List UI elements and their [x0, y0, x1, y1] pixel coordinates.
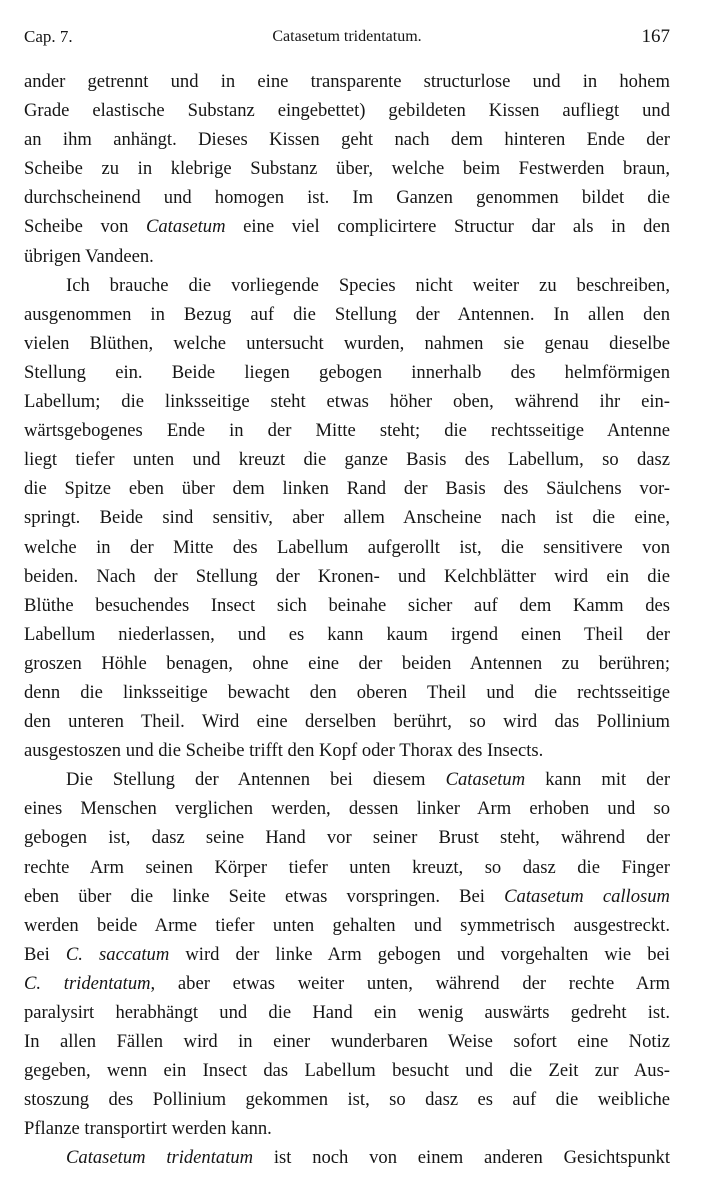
- text-line: [24, 387, 670, 416]
- page-number: 167: [641, 26, 670, 47]
- text-run: Pflanze transportirt werden kann.: [24, 1118, 272, 1140]
- text-line: [24, 533, 670, 562]
- text-line: [24, 183, 670, 212]
- text-line: [24, 882, 670, 911]
- text-line: [24, 67, 670, 96]
- text-line: [24, 823, 670, 852]
- text-run: gebogen ist, dasz seine Hand vor seiner Brust steht, während der: [24, 827, 670, 849]
- text-run: stoszung des Pollinium gekommen ist, so dasz es auf die weibliche: [24, 1089, 670, 1111]
- text-run: an ihm anhängt. Dieses Kissen geht nach dem hinteren Ende der: [24, 129, 670, 151]
- text-line: [24, 794, 670, 823]
- text-run: durchscheinend und homogen ist. Im Ganzen genommen bildet die: [24, 187, 670, 209]
- body-text: [24, 67, 670, 1173]
- text-run: Grade elastische Substanz eingebettet) gebildeten Kissen aufliegt und: [24, 100, 670, 122]
- text-line: [24, 1143, 670, 1172]
- italic-text: Catasetum tridentatum: [66, 1147, 254, 1169]
- text-run: In allen Fällen wird in einer wunderbaren Weise sofort eine Notiz: [24, 1031, 670, 1053]
- chapter-label: Cap. 7.: [24, 27, 73, 46]
- italic-text: Catasetum: [445, 769, 526, 791]
- text-run: Scheibe zu in klebrige Substanz über, welche beim Festwerden braun,: [24, 158, 670, 180]
- text-line: [24, 707, 670, 736]
- italic-text: Catasetum callosum: [504, 885, 670, 907]
- text-run: Bei: [24, 943, 66, 965]
- text-run: eben über die linke Seite etwas vorspringen. Bei: [24, 885, 505, 907]
- italic-text: C. tridentatum: [24, 972, 151, 994]
- text-run: wird der linke Arm gebogen und vorgehalten wie bei: [169, 943, 670, 965]
- text-line: [24, 300, 670, 329]
- text-run: denn die linksseitige bewacht den oberen Theil und die rechtsseitige: [24, 681, 670, 703]
- running-head: [24, 24, 670, 50]
- text-line: [24, 125, 670, 154]
- text-run: , aber etwas weiter unten, während der rechte Arm: [150, 972, 670, 994]
- text-line: [24, 562, 670, 591]
- text-line: [24, 242, 670, 271]
- text-line: [24, 154, 670, 183]
- text-run: groszen Höhle benagen, ohne eine der beiden Antennen zu berühren;: [24, 652, 670, 674]
- text-run: eine viel complicirtere Structur dar als in den: [225, 216, 670, 238]
- italic-text: C. saccatum: [65, 943, 170, 965]
- text-run: übrigen Vandeen.: [24, 245, 154, 267]
- text-line: [24, 649, 670, 678]
- text-run: kann mit der: [525, 769, 670, 791]
- text-line: [24, 445, 670, 474]
- text-run: vielen Blüthen, welche untersucht wurden, nahmen sie genau dieselbe: [24, 332, 670, 354]
- text-line: [24, 736, 670, 765]
- text-run: paralysirt herabhängt und die Hand ein wenig auswärts gedreht ist.: [24, 1002, 670, 1023]
- text-line: [24, 96, 670, 125]
- text-line: [24, 1056, 670, 1085]
- text-run: liegt tiefer unten und kreuzt die ganze Basis des Labellum, so dasz: [24, 449, 670, 471]
- text-run: rechte Arm seinen Körper tiefer unten kreuzt, so dasz die Finger: [24, 856, 670, 878]
- text-line: [24, 969, 670, 998]
- text-line: [24, 271, 670, 300]
- text-run: welche in der Mitte des Labellum aufgerollt ist, die sensitivere von: [24, 536, 670, 558]
- text-run: gegeben, wenn ein Insect das Labellum besucht und die Zeit zur Aus-: [24, 1060, 670, 1082]
- text-run: werden beide Arme tiefer unten gehalten und symmetrisch ausgestreckt.: [24, 914, 670, 936]
- text-run: Blüthe besuchendes Insect sich beinahe sicher auf dem Kamm des: [24, 594, 670, 616]
- text-run: ist noch von einem anderen Gesichtspunkt: [253, 1147, 670, 1169]
- text-line: [24, 678, 670, 707]
- text-run: springt. Beide sind sensitiv, aber allem Anscheine nach ist die eine,: [24, 507, 670, 529]
- text-line: [24, 765, 670, 794]
- text-line: [24, 474, 670, 503]
- running-title: Catasetum tridentatum.: [272, 28, 422, 45]
- text-run: ausgenommen in Bezug auf die Stellung der Antennen. In allen den: [24, 303, 670, 325]
- text-run: wärtsgebogenes Ende in der Mitte steht; die rechtsseitige Antenne: [24, 420, 670, 442]
- text-line: [24, 1027, 670, 1056]
- text-run: beiden. Nach der Stellung der Kronen- und Kelchblätter wird ein die: [24, 565, 670, 587]
- text-line: [24, 1114, 670, 1143]
- text-line: [24, 940, 670, 969]
- text-run: Labellum; die linksseitige steht etwas höher oben, während ihr ein-: [24, 391, 670, 413]
- text-run: Stellung ein. Beide liegen gebogen innerhalb des helmförmigen: [24, 361, 670, 383]
- text-run: die Spitze eben über dem linken Rand der Basis des Säulchens vor-: [24, 478, 670, 500]
- text-run: ander getrennt und in eine transparente structurlose und in hohem: [24, 71, 670, 92]
- text-run: den unteren Theil. Wird eine derselben berührt, so wird das Pollinium: [24, 711, 670, 733]
- text-line: [24, 591, 670, 620]
- text-run: ausgestoszen und die Scheibe trifft den Kopf oder Thorax des Insects.: [24, 740, 544, 762]
- text-line: [24, 1085, 670, 1114]
- text-line: [24, 416, 670, 445]
- text-run: Die Stellung der Antennen bei diesem: [66, 769, 446, 791]
- italic-text: Catasetum: [145, 216, 226, 238]
- text-run: eines Menschen verglichen werden, dessen linker Arm erhoben und so: [24, 798, 670, 820]
- text-line: [24, 503, 670, 532]
- text-run: Ich brauche die vorliegende Species nicht weiter zu beschreiben,: [66, 274, 670, 296]
- text-line: [24, 329, 670, 358]
- text-line: [24, 358, 670, 387]
- text-line: [24, 911, 670, 940]
- text-line: [24, 998, 670, 1027]
- text-run: Scheibe von: [24, 216, 146, 238]
- text-run: Labellum niederlassen, und es kann kaum irgend einen Theil der: [24, 623, 670, 645]
- text-line: [24, 620, 670, 649]
- text-line: [24, 212, 670, 241]
- text-line: [24, 853, 670, 882]
